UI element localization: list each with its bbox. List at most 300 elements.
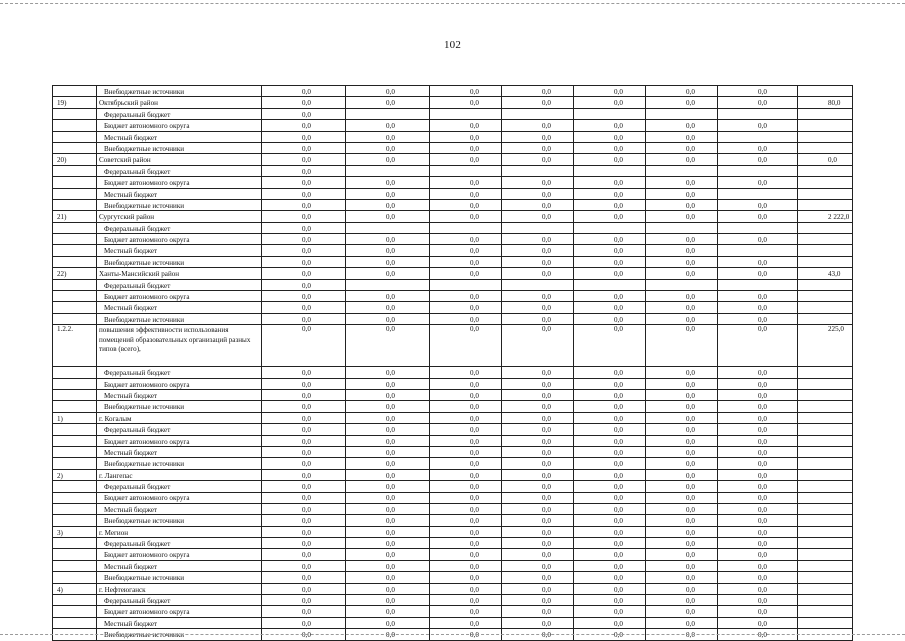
value-cell: 0,0 [430,256,502,267]
value-cell: 0,0 [646,367,718,378]
value-cell: 0,0 [262,86,346,97]
row-number-cell [53,446,97,457]
value-cell: 0,0 [574,234,646,245]
value-cell: 0,0 [574,401,646,412]
value-cell: 0,0 [430,515,502,526]
value-cell: 0,0 [502,268,574,279]
table-row [53,583,853,594]
value-cell: 0,0 [718,617,798,628]
value-cell: 0,0 [346,234,430,245]
value-cell: 0,0 [262,606,346,617]
value-cell: 0,0 [502,389,574,400]
value-cell: 0,0 [646,302,718,313]
value-cell: 0,0 [574,268,646,279]
row-name-cell: Внебюджетные источники [97,458,262,469]
value-cell: 0,0 [718,389,798,400]
value-cell: 0,0 [574,120,646,131]
value-cell: 0,0 [346,401,430,412]
value-cell: 0,0 [430,177,502,188]
value-cell: 0,0 [502,401,574,412]
value-cell: 0,0 [262,234,346,245]
value-cell: 0,0 [262,469,346,480]
table-row [53,549,853,560]
value-cell [502,108,574,119]
total-cell [798,469,853,480]
value-cell: 0,0 [262,595,346,606]
total-cell [798,538,853,549]
total-cell [798,389,853,400]
value-cell: 0,0 [430,492,502,503]
table-row [53,526,853,537]
value-cell [646,222,718,233]
value-cell: 0,0 [502,583,574,594]
value-cell: 0,0 [346,131,430,142]
value-cell: 0,0 [574,549,646,560]
row-name-cell: Внебюджетные источники [97,313,262,324]
row-name-cell: Сургутский район [97,211,262,222]
value-cell: 0,0 [262,583,346,594]
row-name-cell: Федеральный бюджет [97,595,262,606]
value-cell: 0,0 [502,458,574,469]
value-cell: 0,0 [646,481,718,492]
value-cell: 0,0 [646,131,718,142]
row-number-cell [53,617,97,628]
total-cell: 0,0 [798,154,853,165]
total-cell [798,560,853,571]
row-number-cell: 1) [53,412,97,423]
row-number-cell [53,560,97,571]
value-cell: 0,0 [502,538,574,549]
row-number-cell [53,222,97,233]
value-cell: 0,0 [646,549,718,560]
value-cell [574,222,646,233]
value-cell: 0,0 [346,595,430,606]
row-name-cell: Советский район [97,154,262,165]
table-row [53,245,853,256]
value-cell: 0,0 [646,378,718,389]
value-cell: 0,0 [262,142,346,153]
value-cell: 0,0 [646,458,718,469]
total-cell [798,302,853,313]
value-cell: 0,0 [430,378,502,389]
value-cell: 0,0 [718,177,798,188]
value-cell: 0,0 [430,401,502,412]
row-number-cell [53,177,97,188]
value-cell: 0,0 [262,268,346,279]
value-cell: 0,0 [718,291,798,302]
value-cell: 0,0 [346,367,430,378]
value-cell [430,279,502,290]
value-cell: 0,0 [430,572,502,583]
value-cell: 0,0 [262,412,346,423]
value-cell: 0,0 [574,515,646,526]
row-number-cell [53,302,97,313]
table-row [53,222,853,233]
table-row [53,108,853,119]
bottom-scan-edge [0,634,905,635]
value-cell: 0,0 [430,86,502,97]
row-number-cell: 21) [53,211,97,222]
value-cell: 0,0 [718,256,798,267]
total-cell [798,245,853,256]
total-cell [798,446,853,457]
value-cell [346,165,430,176]
value-cell: 0,0 [574,481,646,492]
total-cell: 2 222,0 [798,211,853,222]
value-cell: 0,0 [574,503,646,514]
row-name-cell: Внебюджетные источники [97,199,262,210]
table-row [53,617,853,628]
value-cell: 0,0 [346,606,430,617]
value-cell: 0,0 [262,291,346,302]
value-cell: 0,0 [430,526,502,537]
value-cell: 0,0 [430,367,502,378]
total-cell [798,86,853,97]
value-cell: 0,0 [646,188,718,199]
value-cell [574,165,646,176]
value-cell: 0,0 [502,446,574,457]
row-number-cell [53,401,97,412]
value-cell: 0,0 [574,389,646,400]
value-cell: 0,0 [262,222,346,233]
value-cell: 0,0 [718,412,798,423]
row-number-cell [53,389,97,400]
value-cell: 0,0 [646,526,718,537]
value-cell: 0,0 [574,177,646,188]
value-cell: 0,0 [718,234,798,245]
total-cell [798,572,853,583]
value-cell: 0,0 [574,560,646,571]
row-name-cell: Федеральный бюджет [97,424,262,435]
row-name-cell: Бюджет автономного округа [97,234,262,245]
value-cell: 0,0 [262,302,346,313]
value-cell: 0,0 [346,446,430,457]
row-number-cell [53,424,97,435]
row-name-cell: г. Нефтеюганск [97,583,262,594]
table-row [53,97,853,108]
value-cell: 0,0 [346,313,430,324]
value-cell: 0,0 [262,549,346,560]
row-number-cell: 19) [53,97,97,108]
value-cell: 0,0 [262,325,346,367]
value-cell: 0,0 [646,424,718,435]
value-cell: 0,0 [646,86,718,97]
row-number-cell [53,313,97,324]
value-cell: 0,0 [430,481,502,492]
value-cell: 0,0 [646,538,718,549]
table-row [53,435,853,446]
value-cell [430,108,502,119]
value-cell: 0,0 [262,435,346,446]
value-cell: 0,0 [430,560,502,571]
value-cell: 0,0 [346,572,430,583]
value-cell: 0,0 [718,211,798,222]
row-name-cell: Бюджет автономного округа [97,606,262,617]
value-cell: 0,0 [430,629,502,640]
value-cell: 0,0 [718,538,798,549]
value-cell: 0,0 [430,617,502,628]
value-cell: 0,0 [574,313,646,324]
row-number-cell [53,234,97,245]
value-cell: 0,0 [502,199,574,210]
top-scan-edge [0,3,905,4]
value-cell: 0,0 [502,526,574,537]
value-cell: 0,0 [502,177,574,188]
row-name-cell: Федеральный бюджет [97,538,262,549]
total-cell: 43,0 [798,268,853,279]
value-cell: 0,0 [346,629,430,640]
value-cell [502,222,574,233]
row-name-cell: Ханты-Мансийский район [97,268,262,279]
value-cell: 0,0 [346,199,430,210]
value-cell: 0,0 [574,302,646,313]
value-cell: 0,0 [646,177,718,188]
value-cell: 0,0 [346,177,430,188]
value-cell: 0,0 [574,97,646,108]
row-name-cell: Местный бюджет [97,302,262,313]
value-cell: 0,0 [502,325,574,367]
value-cell: 0,0 [718,549,798,560]
value-cell: 0,0 [346,538,430,549]
row-number-cell: 2) [53,469,97,480]
value-cell: 0,0 [430,606,502,617]
value-cell: 0,0 [574,367,646,378]
value-cell: 0,0 [646,617,718,628]
table-row [53,268,853,279]
value-cell: 0,0 [574,188,646,199]
value-cell: 0,0 [346,458,430,469]
value-cell: 0,0 [346,515,430,526]
row-number-cell [53,245,97,256]
value-cell: 0,0 [502,572,574,583]
value-cell [718,245,798,256]
row-name-cell: Бюджет автономного округа [97,378,262,389]
value-cell [646,108,718,119]
row-number-cell: 22) [53,268,97,279]
row-name-cell: Внебюджетные источники [97,142,262,153]
value-cell: 0,0 [574,446,646,457]
value-cell: 0,0 [646,268,718,279]
total-cell [798,120,853,131]
value-cell: 0,0 [646,142,718,153]
value-cell: 0,0 [646,515,718,526]
value-cell: 0,0 [346,389,430,400]
value-cell [346,108,430,119]
table-row [53,142,853,153]
total-cell [798,234,853,245]
total-cell [798,222,853,233]
value-cell: 0,0 [430,97,502,108]
row-name-cell: Бюджет автономного округа [97,120,262,131]
value-cell: 0,0 [346,97,430,108]
table-row [53,199,853,210]
row-name-cell: Октябрьский район [97,97,262,108]
value-cell: 0,0 [502,302,574,313]
value-cell: 0,0 [646,211,718,222]
value-cell: 0,0 [718,268,798,279]
value-cell: 0,0 [646,245,718,256]
table-row [53,515,853,526]
value-cell: 0,0 [430,131,502,142]
row-number-cell [53,279,97,290]
total-cell [798,279,853,290]
value-cell: 0,0 [430,583,502,594]
value-cell: 0,0 [502,424,574,435]
value-cell: 0,0 [430,142,502,153]
value-cell: 0,0 [574,526,646,537]
total-cell [798,492,853,503]
value-cell: 0,0 [430,302,502,313]
page-number: 102 [443,39,462,51]
total-cell [798,526,853,537]
value-cell: 0,0 [262,389,346,400]
row-name-cell: Бюджет автономного округа [97,291,262,302]
table-row [53,389,853,400]
total-cell [798,188,853,199]
value-cell: 0,0 [502,435,574,446]
value-cell: 0,0 [646,154,718,165]
value-cell: 0,0 [346,86,430,97]
value-cell: 0,0 [718,367,798,378]
table-row [53,572,853,583]
row-number-cell [53,549,97,560]
value-cell: 0,0 [502,606,574,617]
row-number-cell [53,131,97,142]
value-cell: 0,0 [430,389,502,400]
value-cell: 0,0 [262,515,346,526]
total-cell [798,131,853,142]
value-cell: 0,0 [718,435,798,446]
value-cell: 0,0 [718,515,798,526]
table-row [53,503,853,514]
value-cell: 0,0 [262,629,346,640]
value-cell: 0,0 [262,378,346,389]
value-cell: 0,0 [262,279,346,290]
table-row [53,256,853,267]
value-cell: 0,0 [262,492,346,503]
row-name-cell: Федеральный бюджет [97,367,262,378]
budget-table [52,85,853,641]
value-cell: 0,0 [574,458,646,469]
table-row [53,279,853,290]
value-cell: 0,0 [346,492,430,503]
value-cell: 0,0 [718,446,798,457]
table-row [53,481,853,492]
value-cell: 0,0 [718,606,798,617]
value-cell: 0,0 [346,211,430,222]
value-cell: 0,0 [262,108,346,119]
value-cell: 0,0 [502,188,574,199]
row-name-cell: Местный бюджет [97,389,262,400]
value-cell: 0,0 [502,97,574,108]
value-cell: 0,0 [574,595,646,606]
value-cell: 0,0 [262,199,346,210]
value-cell: 0,0 [718,503,798,514]
total-cell [798,435,853,446]
value-cell: 0,0 [502,481,574,492]
value-cell: 0,0 [574,617,646,628]
value-cell: 0,0 [502,142,574,153]
value-cell: 0,0 [502,154,574,165]
value-cell: 0,0 [502,313,574,324]
row-number-cell [53,108,97,119]
total-cell [798,256,853,267]
table-row [53,367,853,378]
total-cell: 80,0 [798,97,853,108]
value-cell: 0,0 [262,367,346,378]
value-cell [646,165,718,176]
row-name-cell: Федеральный бюджет [97,279,262,290]
table-row [53,595,853,606]
total-cell: 225,0 [798,325,853,367]
value-cell: 0,0 [346,549,430,560]
value-cell [502,165,574,176]
value-cell: 0,0 [718,142,798,153]
value-cell: 0,0 [346,245,430,256]
value-cell: 0,0 [430,446,502,457]
value-cell: 0,0 [502,515,574,526]
row-name-cell: Бюджет автономного округа [97,549,262,560]
value-cell: 0,0 [262,526,346,537]
table-row [53,458,853,469]
table-row [53,469,853,480]
value-cell: 0,0 [346,526,430,537]
value-cell: 0,0 [574,199,646,210]
value-cell: 0,0 [346,617,430,628]
table-row [53,131,853,142]
value-cell: 0,0 [574,572,646,583]
total-cell [798,199,853,210]
value-cell: 0,0 [430,245,502,256]
table-row [53,538,853,549]
value-cell: 0,0 [646,469,718,480]
total-cell [798,108,853,119]
total-cell [798,142,853,153]
value-cell: 0,0 [502,629,574,640]
row-name-cell: Федеральный бюджет [97,165,262,176]
row-number-cell [53,142,97,153]
value-cell: 0,0 [718,199,798,210]
value-cell [718,279,798,290]
value-cell: 0,0 [262,165,346,176]
value-cell [718,165,798,176]
row-name-cell: Внебюджетные источники [97,629,262,640]
row-name-cell: г. Когалым [97,412,262,423]
value-cell: 0,0 [430,291,502,302]
row-number-cell [53,492,97,503]
total-cell [798,165,853,176]
table-row [53,401,853,412]
value-cell: 0,0 [346,481,430,492]
value-cell: 0,0 [430,458,502,469]
value-cell: 0,0 [646,606,718,617]
value-cell: 0,0 [262,424,346,435]
total-cell [798,401,853,412]
total-cell [798,481,853,492]
value-cell: 0,0 [262,481,346,492]
value-cell: 0,0 [646,503,718,514]
row-name-cell: Внебюджетные источники [97,401,262,412]
row-name-cell: Бюджет автономного округа [97,435,262,446]
value-cell: 0,0 [646,199,718,210]
value-cell: 0,0 [430,538,502,549]
row-name-cell: Бюджет автономного округа [97,492,262,503]
value-cell [346,222,430,233]
row-name-cell: Местный бюджет [97,245,262,256]
value-cell: 0,0 [718,481,798,492]
value-cell: 0,0 [346,469,430,480]
value-cell: 0,0 [502,367,574,378]
